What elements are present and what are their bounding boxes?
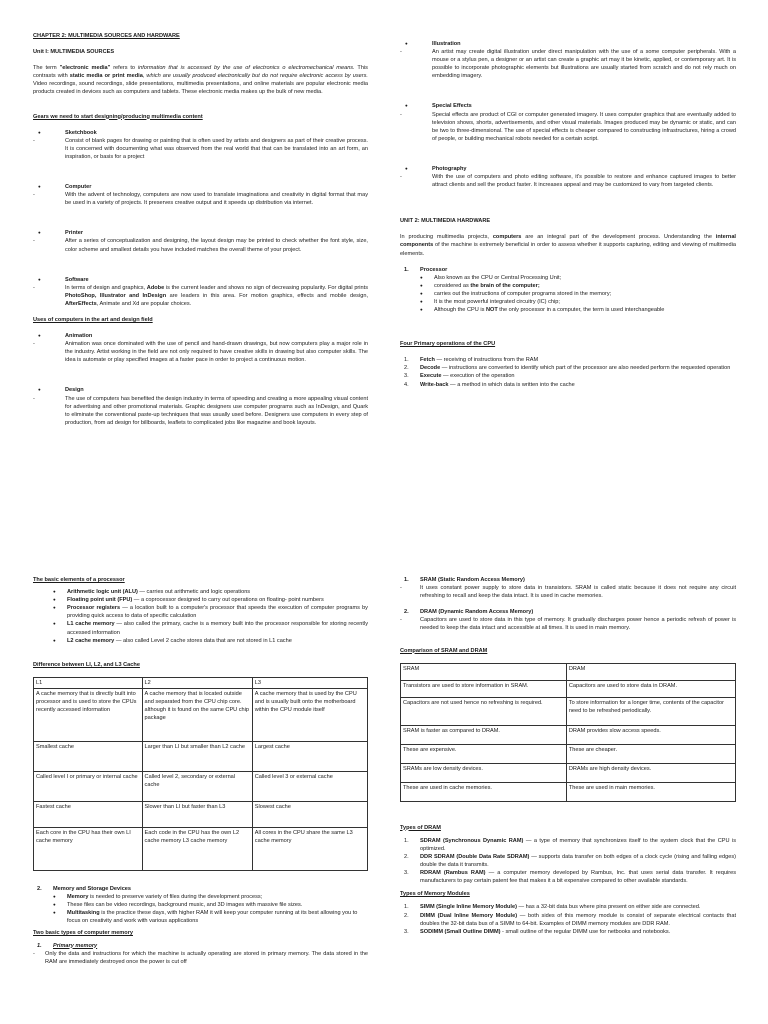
memory-points — [33, 893, 368, 925]
text-run: Floating point unit (FPU) — [67, 597, 133, 604]
text-run: Multitasking — [67, 910, 100, 917]
ram-type-title — [400, 576, 736, 584]
text-run: — both sides of this memory module is consist of separate electrical contacts that doubles the 32-bit data bus of a SIMM to 64-bit. Examples of DIMM memory modules are DDR RAM. — [420, 912, 737, 927]
bullet-point — [53, 893, 368, 901]
bullet-point — [420, 274, 736, 282]
item-number: 4. — [404, 381, 409, 388]
text-run: — instructions are converted to identify which part of the processor are also needed perform the requested operation — [440, 365, 731, 372]
section-item — [33, 332, 368, 378]
text-run: Video recordings, sound recordings, slide presentations, multimedia presentations, and online materials are popular electronic media products created in devices such as computers and tablets. These electronic media makes up the bulk of new media. — [33, 81, 368, 96]
gears-heading: Gears we need to start designing/producing multimedia content — [33, 113, 203, 120]
text-run: refers to — [110, 65, 138, 72]
gears-list — [33, 129, 368, 322]
text-run: These files can be video recordings, background music, and 3D images with massive file sizes. — [67, 902, 303, 909]
section-item-title: ● Photography — [400, 165, 736, 173]
numbered-item — [400, 903, 736, 911]
table-row — [34, 771, 368, 801]
processor-points — [400, 274, 736, 314]
text-run: Also known as the CPU or Central Processing Unit; — [434, 274, 562, 281]
table-row — [401, 697, 736, 725]
text-run: — supports data transfer on both edges of a clock cycle (rising and falling edges) double the data it transmits. — [420, 853, 737, 869]
memory-heading: 2. Memory and Storage Devices — [37, 885, 132, 892]
numbered-item — [400, 912, 736, 928]
text-run: SIMM (Single Inline Memory Module) — [420, 904, 517, 911]
text-run: the brain of the computer; — [470, 282, 540, 289]
ram-type-body: - It uses constant power supply to store data in transistors. SRAM is called static because it does not require any circuit refreshing to recall and keep the data intact. It is used in cache memories. — [400, 584, 736, 600]
table-row — [34, 827, 368, 870]
table-row — [34, 741, 368, 771]
section-item-body — [400, 48, 736, 80]
ram-type-name: DRAM (Dynamic Random Access Memory) — [420, 609, 534, 616]
section-item-body — [33, 191, 368, 207]
table-cell: Called level I or primary or internal cache — [34, 771, 143, 801]
item-number: 3. — [404, 373, 409, 380]
text-run: Memory — [67, 894, 89, 901]
text-run: carries out the instructions of computer programs stored in the memory; — [434, 290, 612, 297]
item-number: 2. — [404, 853, 409, 860]
numbered-item — [400, 364, 736, 372]
item-number: 2. — [404, 912, 409, 919]
item-number: 3. — [404, 928, 409, 935]
chapter-title: CHAPTER 2: MULTIMEDIA SOURCES AND HARDWARE — [33, 33, 180, 39]
numbered-item — [400, 381, 736, 389]
unit1-title: Unit I: MULTIMEDIA SOURCES — [33, 49, 115, 56]
section-item-title: ● Design — [33, 386, 368, 394]
processor-element — [53, 596, 368, 604]
section-item-body — [33, 340, 368, 364]
text-run: are leaders in this area. For motion graphics, effects and mobile design, — [166, 292, 368, 299]
text-run: In terms of design and graphics, — [65, 284, 147, 291]
bullet-point — [53, 901, 368, 909]
text-run: In producing multimedia projects, — [400, 234, 493, 241]
processor-element — [53, 637, 368, 645]
text-run: AfterEffects — [65, 300, 97, 307]
text-run: Although the CPU is — [434, 307, 486, 314]
processor-element — [53, 620, 368, 636]
text-run: Write-back — [420, 381, 449, 388]
section-item-body — [33, 137, 368, 161]
cache-diff-heading: Difference between LI, L2, and L3 Cache — [33, 661, 140, 668]
table-cell: These are cheaper. — [566, 744, 735, 763]
text-run: It is the most powerful integrated circuitry (IC) chip; — [434, 298, 560, 305]
text-run: An artist may create digital illustration under direct manipulation with the use of a some computer peripherals. With a mouse or a stylus pen, a designer or an artist can create a graphic art may it be kinetic, applied, or contemporary art. It is possible to incorporate photographic elements but illustrations are usually started from scratch and do not rely much on embedding imagery. — [432, 49, 736, 80]
text-run: After a series of conceptualization and designing, the layout design may be printed to check whether the font style, size, color scheme and smallest details you have included matches the overall theme of your project. — [65, 238, 368, 253]
text-run: SODIMM (Small Outline DIMM) — [420, 928, 501, 935]
text-run: is the current leader and shows no sign of decreasing popularity. For digital prints — [164, 284, 369, 291]
text-run: With the advent of technology, computers are now used to translate imaginations and creativity in digital format that may be used in a variety of projects. It preserves creative output and it speeds up distribution via internet. — [65, 192, 368, 207]
table-cell: Transistors are used to store information in SRAM. — [401, 680, 567, 697]
text-run: Processor registers — [67, 605, 121, 612]
bullet-point — [53, 909, 368, 925]
table-cell: Smallest cache — [34, 741, 143, 771]
table-cell: These are used in main memories. — [566, 782, 735, 801]
primary-memory-body: - Only the data and instructions for which the machine is actually operating are stored in primary memory. The data stored in the RAM are immediately destroyed once the power is cut off — [33, 950, 368, 966]
memory-types-heading: Two basic types of computer memory — [33, 930, 133, 937]
section-item — [400, 165, 736, 203]
section-item-body — [400, 173, 736, 189]
section-item — [33, 229, 368, 267]
sram-dram-table-body — [401, 680, 736, 801]
header-cell: SRAM — [401, 663, 567, 680]
text-run: which are usually produced electronically but do not require electronic access by users. — [146, 73, 368, 80]
section-item-title: ● Software — [33, 276, 368, 284]
table-cell: DRAMs are high density devices. — [566, 763, 735, 782]
text-run: Adobe — [146, 284, 165, 291]
text-run: The term — [33, 65, 60, 72]
section-item-title: ● Computer — [33, 183, 368, 191]
text-run: information that is accessed by the use of electronics o electromechanical means. — [137, 65, 355, 72]
ram-type-body: - Capacitors are used to store data in this type of memory. It gradually discharges power hence a periodic refresh of power is needed to keep the data intact and accessible at all times. It is used in main memory. — [400, 616, 736, 632]
text-run: internal components — [400, 234, 736, 249]
text-run: — also called Level 2 cache stores data that are not stored in L1 cache — [114, 637, 292, 644]
item-number: 3. — [404, 870, 409, 877]
bullet-point — [420, 306, 736, 314]
dram-types-list — [400, 837, 736, 886]
unit2-title: UNIT 2: MULTIMEDIA HARDWARE — [400, 218, 491, 225]
item-number: 1. — [404, 904, 409, 911]
table-cell: Each code in the CPU has the own L2 cache memory L3 cache memory — [142, 827, 252, 870]
text-run: , — [142, 73, 147, 80]
section-item-title: ● Animation — [33, 332, 368, 340]
section-item-title: ● Special Effects — [400, 102, 736, 110]
text-run: static media or print media — [69, 73, 143, 80]
four-ops-list — [400, 356, 736, 388]
ram-types-list — [400, 576, 736, 641]
art-uses-list — [400, 40, 736, 203]
text-run: Special effects are product of CGI or computer generated imagery. It uses computer graphics that are eventually added to television shows, shorts, advertisements, and other visual materials. Images produced may be dynamic or static, and can be two to three-dimensional. The use of special effects is cheaper compared to constructing infrastructures, hiring a crowd of people, or building mechanical robots needed for a certain script. — [432, 111, 736, 142]
table-cell: Called level 2, secondary or external cache — [142, 771, 252, 801]
table-cell: A cache memory that is located outside and separated from the CPU chip core. although it is found on the same CPU chip package — [142, 688, 252, 741]
table-cell: Fastest cache — [34, 801, 143, 827]
table-cell: A cache memory that is used by the CPU and is usually built onto the motherboard within the CPU module itself — [252, 688, 367, 741]
text-run: Animation was once dominated with the use of pencil and hand-drawn drawings, but now computers play a major role in the industry. Artist working in the field are not only required to have creative skills in drawing but also computer skills. The idea is automate or play specified images at a faster pace in order to project a continuous motion. — [65, 341, 368, 364]
basic-elements-list — [33, 588, 368, 645]
text-run: "electronic media" — [59, 65, 111, 72]
text-run: computers — [492, 234, 522, 241]
numbered-item — [400, 869, 736, 885]
numbered-item — [400, 837, 736, 853]
item-number: 2. — [404, 365, 409, 372]
header-cell: L2 — [142, 677, 252, 688]
text-run: Fetch — [420, 357, 435, 364]
text-run: , Animate and Xd are popular choices. — [96, 300, 192, 307]
table-cell: Larger than LI but smaller than L2 cache — [142, 741, 252, 771]
section-item-title: ● Sketchbook — [33, 129, 368, 137]
text-run: DIMM (Dual Inline Memory Module) — [420, 912, 518, 919]
intro-paragraph — [33, 64, 368, 96]
comparison-heading: Comparison of SRAM and DRAM — [400, 647, 488, 654]
table-cell: Largest cache — [252, 741, 367, 771]
uses-list — [33, 332, 368, 441]
text-run: — a computer memory developed by Rambus, Inc. that uses serial data transfer. It requires manufacturers to pay certain patent fee that makes it a bit expensive compared to other available standards. — [420, 870, 736, 885]
memory-modules-list — [400, 903, 736, 935]
item-number: 1. — [404, 357, 409, 364]
text-run: — a coprocessor designed to carry out operations on floating- point numbers — [132, 597, 324, 604]
section-item — [33, 183, 368, 221]
top-left-column — [33, 32, 368, 441]
table-row — [401, 782, 736, 801]
numbered-item — [400, 928, 736, 936]
memory-modules-heading: Types of Memory Modules — [400, 891, 470, 898]
header-cell: L3 — [252, 677, 367, 688]
section-item — [400, 40, 736, 94]
dram-types-heading: Types of DRAM — [400, 824, 441, 831]
text-run: - small outline of the regular DIMM use for netbooks and notebooks. — [500, 928, 671, 935]
cache-table-header — [34, 677, 368, 688]
sram-dram-table — [400, 663, 736, 802]
text-run: — receiving of instructions from the RAM — [434, 357, 539, 364]
text-run: — a location built to a computer's processor that speeds the execution of computer programs by providing quick access to data of specific calculation — [67, 605, 368, 620]
text-run: considered as — [434, 282, 471, 289]
table-cell: These are used in cache memories. — [401, 782, 567, 801]
table-row — [34, 688, 368, 741]
uses-heading: Uses of computers in the art and design field — [33, 316, 153, 323]
unit2-intro — [400, 233, 736, 257]
processor-element — [53, 588, 368, 596]
cache-table-body — [34, 688, 368, 870]
text-run: Decode — [420, 365, 441, 372]
section-item-body — [33, 395, 368, 427]
numbered-item — [400, 356, 736, 364]
text-run: — also called the primary, cache is a memory built into the processor responsible for storing recently accessed information — [67, 621, 368, 636]
table-cell: Each core in the CPU has their own LI cache memory — [34, 827, 143, 870]
text-run: Arithmetic logic unit (ALU) — [67, 589, 138, 596]
four-ops-heading: Four Primary operations of the CPU — [400, 341, 496, 348]
table-row — [401, 725, 736, 744]
text-run: This contrasts with — [33, 65, 368, 80]
section-item-title: ● Illustration — [400, 40, 736, 48]
text-run: of the machine is extremely beneficial in order to assess whether it supports capturing, editing and viewing of multimedia elements. — [400, 242, 736, 257]
text-run: The use of computers has benefited the design industry in terms of speeding and creating a more appealing visual content for advertising and other promotional materials. Graphic designers use computer programs such as InDesign, and Quark to eliminate the conventional paste-up techniques that was usually used before. Designers use computers in every step of production, from ad design for billboards, leaflets to complicated jobs like magazine and book layouts. — [65, 395, 368, 426]
table-row — [401, 680, 736, 697]
text-run: SDRAM (Synchronous Dynamic RAM) — [420, 837, 524, 844]
table-cell: SRAM is faster as compared to DRAM. — [401, 725, 567, 744]
numbered-item — [400, 853, 736, 869]
table-cell: Capacitors are used to store data in DRAM. — [566, 680, 735, 697]
bullet-point — [420, 282, 736, 290]
cache-table — [33, 677, 368, 871]
text-run: — a method in which data is written into the cache — [448, 381, 575, 388]
text-run: L1 cache memory — [67, 621, 115, 628]
table-cell: These are expensive. — [401, 744, 567, 763]
table-cell: Slowest cache — [252, 801, 367, 827]
header-cell: DRAM — [566, 663, 735, 680]
table-cell: To store information for a longer time, contents of the capacitor need to be refreshed periodically. — [566, 697, 735, 725]
text-run: are an integral part of the development process. Understanding the — [521, 234, 716, 241]
table-cell: SRAMs are low density devices. — [401, 763, 567, 782]
table-cell: A cache memory that is directly built into processor and is used to store the CPUs recently accessed information — [34, 688, 143, 741]
header-cell: L1 — [34, 677, 143, 688]
text-run: DDR SDRAM (Double Data Rate SDRAM) — [420, 853, 530, 860]
table-cell: Capacitors are not used hence no refreshing is required. — [401, 697, 567, 725]
text-run: — has a 32-bit data bus where pins present on either side are connected. — [516, 904, 701, 911]
sram-dram-table-header — [401, 663, 736, 680]
section-item-title: ● Printer — [33, 229, 368, 237]
ram-type-name: SRAM (Static Random Access Memory) — [420, 577, 525, 583]
table-cell: Slower than LI but faster than L3 — [142, 801, 252, 827]
primary-memory-heading: 1. Primary memory — [37, 942, 98, 949]
section-item-body — [400, 111, 736, 143]
ram-type-title — [400, 608, 736, 616]
bullet-point — [420, 290, 736, 298]
table-row — [401, 763, 736, 782]
basic-elements-heading: The basic elements of a processor — [33, 577, 125, 583]
section-item-body — [33, 284, 368, 308]
text-run: is the practice these days, with higher RAM it will keep your computer running at its best allowing you to focus on creativity and work with various applications — [67, 910, 358, 925]
item-number: 1. — [404, 577, 409, 583]
text-run: the only processor in a computer, the term is used interchangeable — [497, 307, 665, 314]
top-right-column — [400, 32, 736, 389]
text-run: RDRAM (Rambus RAM) — [420, 870, 486, 877]
processor-element — [53, 604, 368, 620]
section-item-body — [33, 237, 368, 253]
text-run: PhotoShop, Illustrator and InDesign — [65, 292, 167, 299]
text-run: Execute — [420, 373, 442, 380]
table-row — [34, 801, 368, 827]
bottom-left-column — [33, 576, 368, 966]
item-number: 2. — [404, 609, 409, 616]
section-item — [400, 102, 736, 156]
text-run: is needed to preserve variety of files during the development process; — [88, 894, 263, 901]
text-run: — execution of the operation — [441, 373, 515, 380]
table-cell: Called level 3 or external cache — [252, 771, 367, 801]
section-item — [33, 129, 368, 175]
numbered-item — [400, 372, 736, 380]
section-item — [33, 386, 368, 440]
table-cell: DRAM provides slow access speeds. — [566, 725, 735, 744]
text-run: — a type of memory that synchronizes itself to the system clock that the CPU is optimized. — [420, 837, 736, 852]
text-run: Consist of blank pages for drawing or painting that is often used by artists and designers as part of their creative process. It is concerned with documenting what was observed from the real world that that can be translated into an art form, an inspiration, or basis for a project — [65, 137, 368, 160]
item-number: 1. — [404, 837, 409, 844]
text-run: L2 cache memory — [67, 637, 115, 644]
text-run: With the use of computers and photo editing software, it's possible to restore and enhance captured images to better attract clients and sell the product faster. It increases appeal and may be customized to vary from targeted clients. — [432, 174, 736, 189]
bottom-right-column — [400, 576, 736, 936]
processor-heading: 1. Processor — [404, 266, 448, 273]
table-cell: All cores in the CPU share the same L3 cache memory — [252, 827, 367, 870]
bullet-point — [420, 298, 736, 306]
text-run: — carries out arithmetic and logic operations — [137, 589, 251, 596]
table-row — [401, 744, 736, 763]
text-run: NOT — [485, 307, 498, 314]
